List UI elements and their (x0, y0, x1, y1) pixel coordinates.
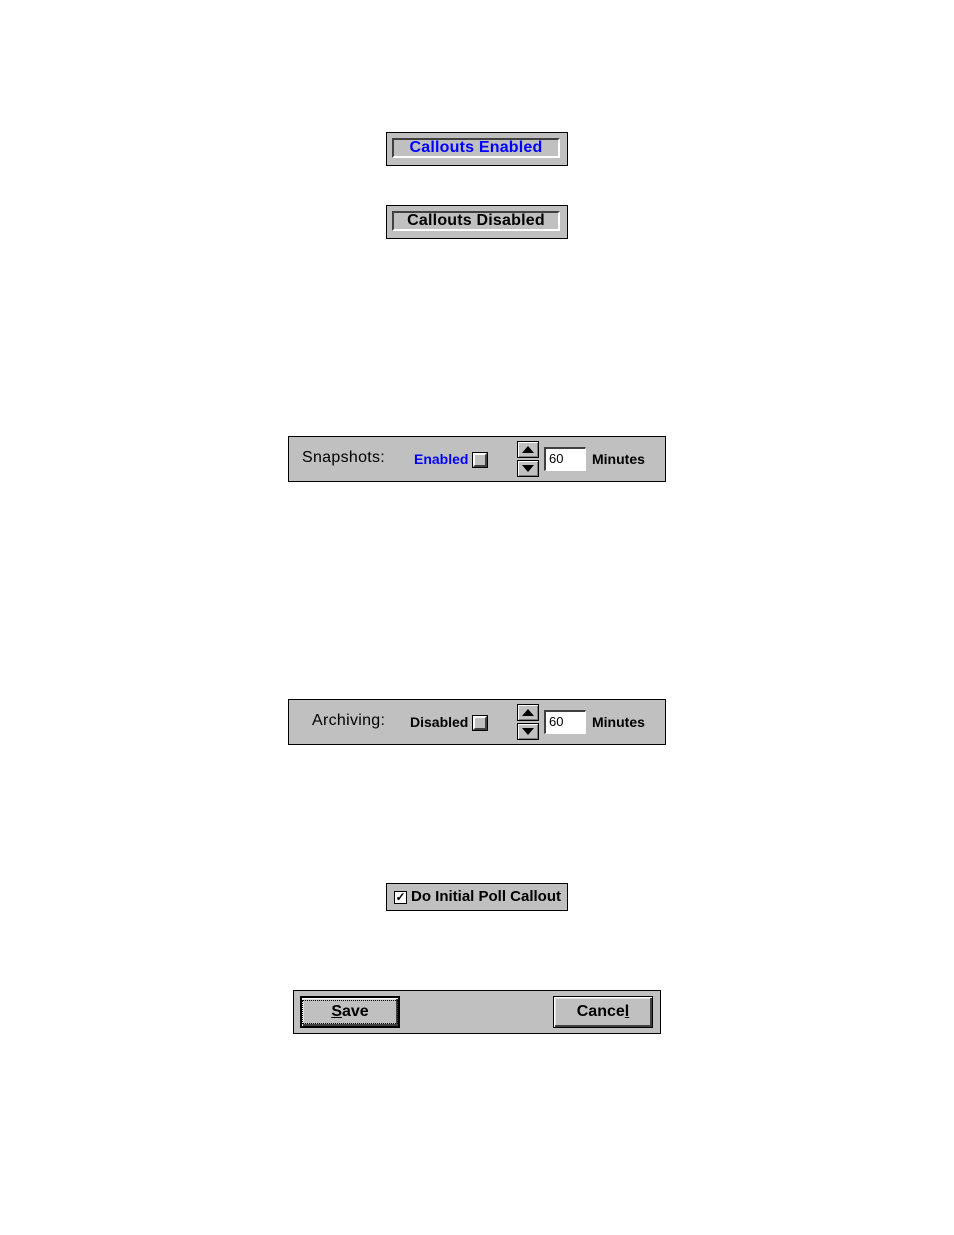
arrow-down-icon (522, 465, 534, 472)
cancel-button-label (577, 1003, 629, 1021)
callouts-enabled-button[interactable] (386, 132, 568, 166)
snapshots-toggle[interactable] (473, 453, 487, 467)
callouts-enabled-label: Callouts Enabled (392, 138, 560, 158)
cancel-button[interactable] (553, 996, 653, 1028)
callouts-disabled-label: Callouts Disabled (392, 211, 560, 231)
callouts-disabled-button[interactable] (386, 205, 568, 239)
archiving-spinner[interactable] (517, 704, 539, 740)
snapshots-status: Enabled (414, 451, 469, 467)
archiving-spin-down-button[interactable] (517, 723, 539, 740)
archiving-interval-field[interactable]: 60 (544, 710, 586, 734)
initial-poll-panel (386, 883, 568, 911)
snapshots-interval-field[interactable]: 60 (544, 447, 586, 471)
archiving-status: Disabled (410, 714, 469, 730)
archiving-panel (288, 699, 666, 745)
save-button-label (302, 1000, 397, 1024)
archiving-label: Archiving: (312, 712, 386, 729)
snapshots-label: Snapshots: (302, 449, 386, 466)
initial-poll-checkbox[interactable]: ✓ (395, 890, 406, 904)
snapshots-spin-down-button[interactable] (517, 460, 539, 477)
save-button[interactable] (300, 996, 400, 1028)
cancel-mnemonic: l (624, 1003, 630, 1020)
arrow-down-icon (522, 728, 534, 735)
snapshots-spinner[interactable] (517, 441, 539, 477)
cancel-label-start: Cance (576, 1003, 625, 1020)
snapshots-panel (288, 436, 666, 482)
archiving-unit-label: Minutes (592, 714, 645, 730)
arrow-up-icon (522, 709, 534, 716)
archiving-spin-up-button[interactable] (517, 704, 539, 721)
save-mnemonic: S (331, 1003, 342, 1020)
snapshots-unit-label: Minutes (592, 451, 645, 467)
arrow-up-icon (522, 446, 534, 453)
button-bar (293, 990, 661, 1034)
archiving-toggle[interactable] (473, 716, 487, 730)
snapshots-spin-up-button[interactable] (517, 441, 539, 458)
initial-poll-label: Do Initial Poll Callout (411, 888, 561, 905)
save-label-rest: ave (341, 1003, 369, 1020)
